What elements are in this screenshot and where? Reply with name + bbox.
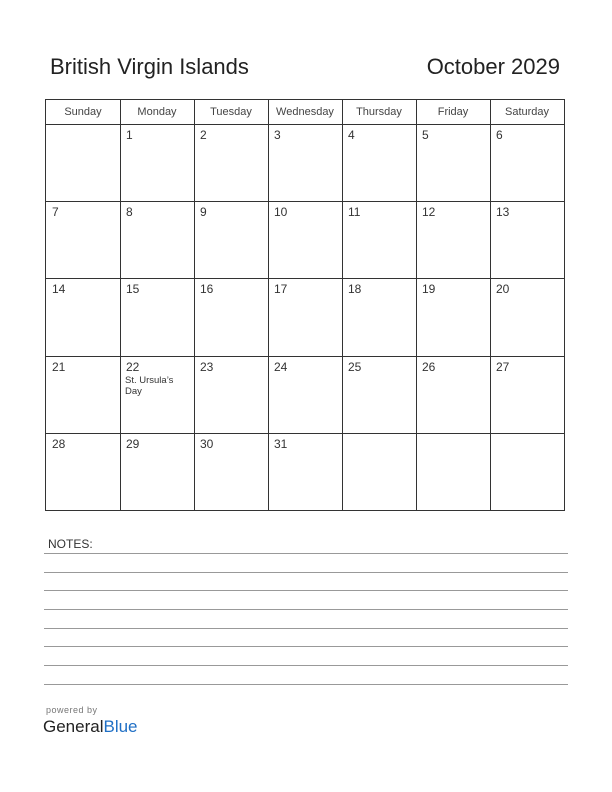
day-number: 18 [348,282,362,297]
column-divider [120,124,121,510]
day-number: 9 [200,205,207,220]
weekday-tuesday: Tuesday [210,106,252,118]
notes-line [44,628,568,629]
day-number: 1 [126,128,133,142]
day-number: 2 [200,128,207,142]
column-divider [268,124,269,510]
weekday-sunday: Sunday [64,106,102,118]
column-divider [416,124,417,510]
notes-line [44,665,568,666]
notes-line [44,684,568,685]
brand-blue: Blue [103,717,138,736]
day-number: 28 [52,436,66,451]
header-divider [194,100,195,124]
day-number: 21 [52,359,66,374]
weekday-friday: Friday [437,106,469,118]
day-number: 20 [496,282,510,297]
day-number: 5 [422,128,429,142]
notes-line [44,553,568,554]
row-divider [46,356,564,357]
day-number: 6 [496,128,503,142]
weekday-header [46,100,564,125]
day-number: 23 [200,359,214,374]
notes-line [44,646,568,647]
column-divider [194,124,195,510]
column-divider [490,124,491,510]
day-number: 19 [422,282,436,297]
day-number: 12 [422,205,436,220]
calendar-grid [45,99,565,511]
header-divider [416,100,417,124]
generalblue-logo [43,717,138,737]
notes-line [44,609,568,610]
day-number: 15 [126,282,140,297]
weekday-wednesday: Wednesday [276,106,334,118]
day-number: 8 [126,205,133,220]
day-number: 17 [274,282,288,297]
day-number: 24 [274,359,288,374]
calendar-body [46,124,564,510]
row-divider [46,278,564,279]
header-divider [490,100,491,124]
day-number: 13 [496,205,510,220]
column-divider [342,124,343,510]
weekday-monday: Monday [137,106,177,118]
day-number: 16 [200,282,214,297]
day-number: 25 [348,359,362,374]
day-number: 10 [274,205,288,220]
row-divider [46,201,564,202]
weekday-thursday: Thursday [356,106,402,118]
day-number: 7 [52,205,59,220]
notes-line [44,572,568,573]
header-divider [268,100,269,124]
day-number: 22 [126,359,140,374]
day-number: 4 [348,128,355,142]
row-divider [46,433,564,434]
notes-line [44,590,568,591]
header-divider [342,100,343,124]
page-title-month: October 2029 [426,54,560,79]
day-number: 26 [422,359,436,374]
notes-label: NOTES: [48,537,93,551]
day-number: 29 [126,436,140,451]
page-title-country: British Virgin Islands [50,54,249,79]
holiday-event: St. Ursula’s Day [125,374,174,397]
day-number: 27 [496,359,510,374]
brand-general: General [43,717,104,736]
day-number: 31 [274,436,288,451]
day-number: 3 [274,128,281,142]
day-number: 14 [52,282,66,297]
header-divider [120,100,121,124]
weekday-saturday: Saturday [504,106,550,118]
powered-by-text: powered by [46,705,98,715]
day-number: 11 [348,205,361,220]
day-number: 30 [200,436,214,451]
